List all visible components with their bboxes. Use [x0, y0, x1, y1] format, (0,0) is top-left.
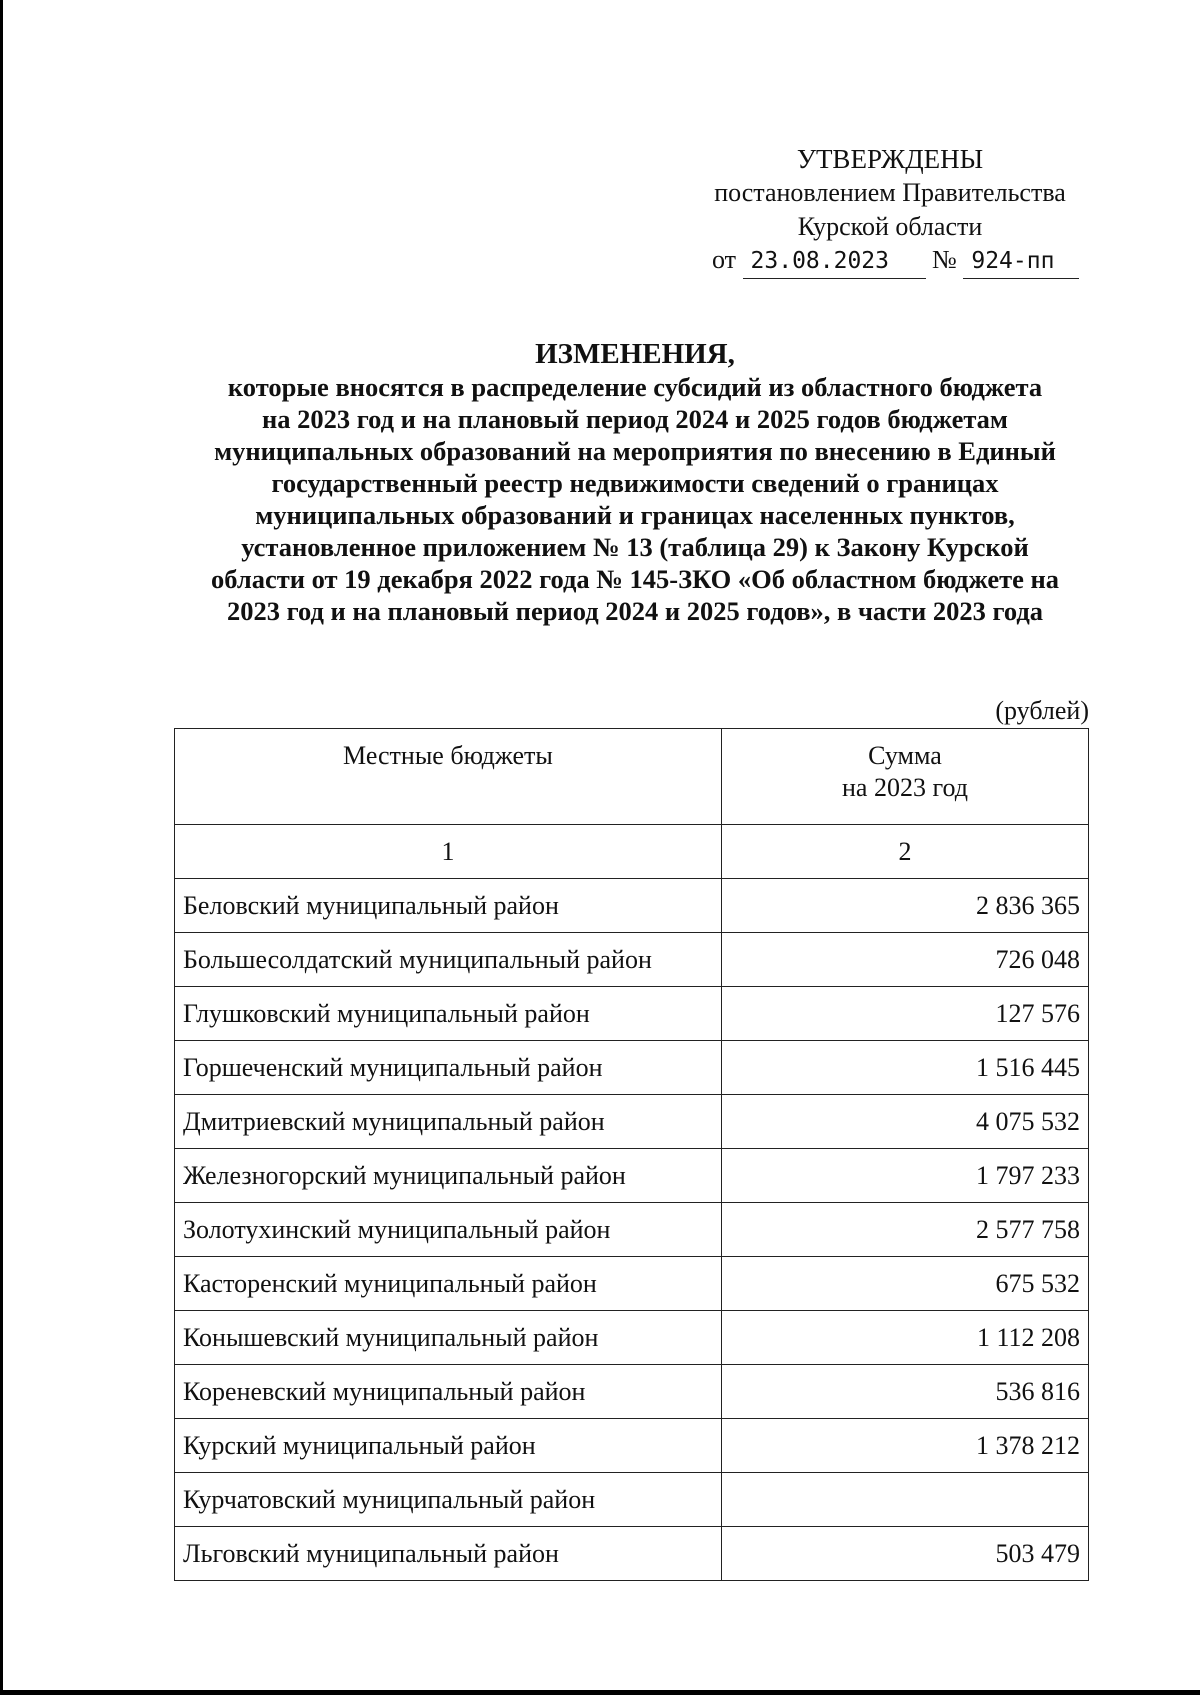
- scan-border-bottom: [0, 1690, 1200, 1695]
- table-row: [175, 1473, 1089, 1527]
- approval-number: 924-пп: [963, 244, 1079, 279]
- row-name: Конышевский муниципальный район: [175, 1311, 722, 1365]
- table-row: [175, 1419, 1089, 1473]
- table-row: [175, 1095, 1089, 1149]
- row-name: Кореневский муниципальный район: [175, 1365, 722, 1419]
- row-amount: 1 112 208: [721, 1311, 1088, 1365]
- title-line: на 2023 год и на плановый период 2024 и 2025 годов бюджетам: [262, 404, 1008, 434]
- approval-line-1: постановлением Правительства: [714, 178, 1066, 207]
- row-name: Дмитриевский муниципальный район: [175, 1095, 722, 1149]
- budget-table: [174, 728, 1089, 1581]
- header-sum-line-1: Сумма: [868, 741, 942, 770]
- table-row: [175, 1365, 1089, 1419]
- row-amount: [721, 1473, 1088, 1527]
- row-amount: 4 075 532: [721, 1095, 1088, 1149]
- number-label: №: [932, 245, 957, 274]
- title-line: установленное приложением № 13 (таблица 29) к Закону Курской: [241, 532, 1029, 562]
- row-name: Курчатовский муниципальный район: [175, 1473, 722, 1527]
- column-number-2: 2: [721, 825, 1088, 879]
- row-amount: 2 577 758: [721, 1203, 1088, 1257]
- title-line: государственный реестр недвижимости сведений о границах: [271, 468, 999, 498]
- row-name: Золотухинский муниципальный район: [175, 1203, 722, 1257]
- row-name: Беловский муниципальный район: [175, 879, 722, 933]
- row-amount: 1 516 445: [721, 1041, 1088, 1095]
- row-amount: 1 797 233: [721, 1149, 1088, 1203]
- row-amount: 536 816: [721, 1365, 1088, 1419]
- row-amount: 675 532: [721, 1257, 1088, 1311]
- title-line: области от 19 декабря 2022 года № 145-ЗКО «Об областном бюджете на: [210, 564, 1059, 594]
- approval-line-2: Курской области: [797, 212, 983, 241]
- table-header-row: [175, 729, 1089, 825]
- table-row: [175, 1527, 1089, 1581]
- table-row: [175, 1203, 1089, 1257]
- table-row: [175, 987, 1089, 1041]
- table-row: [175, 1311, 1089, 1365]
- row-name: Льговский муниципальный район: [175, 1527, 722, 1581]
- row-amount: 726 048: [721, 933, 1088, 987]
- row-amount: 127 576: [721, 987, 1088, 1041]
- currency-unit: (рублей): [995, 696, 1089, 725]
- approval-stamp: [680, 142, 1100, 244]
- row-name: Глушковский муниципальный район: [175, 987, 722, 1041]
- table-row: [175, 1257, 1089, 1311]
- table-row: [175, 879, 1089, 933]
- row-name: Касторенский муниципальный район: [175, 1257, 722, 1311]
- approval-title: УТВЕРЖДЕНЫ: [796, 144, 984, 174]
- header-sum: [721, 729, 1088, 825]
- header-sum-line-2: на 2023 год: [841, 773, 968, 802]
- table-row: [175, 933, 1089, 987]
- scan-border-left: [0, 0, 3, 1695]
- date-label: от: [712, 245, 737, 274]
- row-amount: 2 836 365: [721, 879, 1088, 933]
- header-local-budgets: Местные бюджеты: [175, 729, 722, 825]
- table-row: [175, 1041, 1089, 1095]
- row-name: Большесолдатский муниципальный район: [175, 933, 722, 987]
- approval-date: 23.08.2023: [743, 244, 926, 279]
- column-number-row: [175, 825, 1089, 879]
- row-name: Горшеченский муниципальный район: [175, 1041, 722, 1095]
- title-heading: ИЗМЕНЕНИЯ,: [535, 338, 735, 370]
- row-name: Курский муниципальный район: [175, 1419, 722, 1473]
- row-name: Железногорский муниципальный район: [175, 1149, 722, 1203]
- table-row: [175, 1149, 1089, 1203]
- approval-date-number: [712, 243, 1079, 279]
- title-line: муниципальных образований на мероприятия по внесению в Единый: [214, 436, 1056, 466]
- row-amount: 1 378 212: [721, 1419, 1088, 1473]
- document-title: [160, 338, 1110, 627]
- row-amount: 503 479: [721, 1527, 1088, 1581]
- title-line: муниципальных образований и границах населенных пунктов,: [255, 500, 1015, 530]
- title-line: которые вносятся в распределение субсидий из областного бюджета: [227, 372, 1043, 402]
- column-number-1: 1: [175, 825, 722, 879]
- title-line: 2023 год и на плановый период 2024 и 2025 годов», в части 2023 года: [226, 596, 1043, 626]
